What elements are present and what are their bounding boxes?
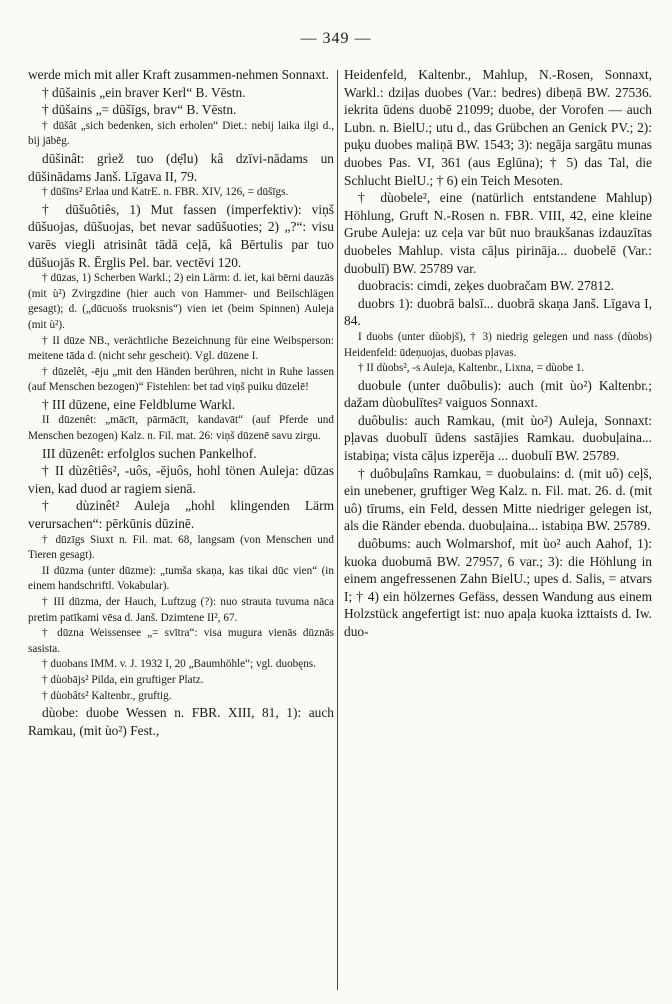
dictionary-entry: duobrs 1): duobrā balsī... duobrā skaņa Janš. Līgava I, 84. bbox=[344, 295, 652, 329]
right-column bbox=[344, 66, 652, 641]
dictionary-entry: † dūšât „sich bedenken, sich erholen“ Diet.: nebij laika ilgi d., bij jābēg. bbox=[28, 119, 334, 148]
dictionary-entry: † dùzinêt² Auleja „hohl klingenden Lärm verursachen“: pērkūnis dūzinē. bbox=[28, 498, 334, 532]
dictionary-entry: duôbulis: auch Ramkau, (mit ùo²) Auleja, Sonnaxt: pļavas duobulī ūdens sastājies Ramkau. duobuļaina... istabiņa; vista cāļus izperēja ... duobulī BW. 25789. bbox=[344, 412, 652, 464]
left-column bbox=[28, 66, 334, 739]
dictionary-entry: † dūšīns² Erlaa und KatrE. n. FBR. XIV, 126, = dūšīgs. bbox=[42, 186, 289, 199]
dictionary-entry: werde mich mit aller Kraft zusammen-nehmen Sonnaxt. bbox=[28, 67, 329, 82]
dictionary-entry: † dūzīgs Siuxt n. Fil. mat. 68, langsam (von Menschen und Tieren gesagt). bbox=[28, 533, 334, 562]
dictionary-entry: † dūšains „= dūšīgs, brav“ B. Vēstn. bbox=[42, 102, 237, 118]
dictionary-entry: duobracis: cimdi, zeķes duobračam BW. 27812. bbox=[358, 278, 615, 294]
dictionary-entry: II dūzenêt: „mācīt, pārmācīt, kandavāt“ (auf Pferde und Menschen bezogen) Kalz. n. Fil. mat. 26: viņš dūzenē savu zirgu. bbox=[28, 414, 334, 443]
dictionary-entry: † dūšainis „ein braver Kerl“ B. Vēstn. bbox=[42, 84, 246, 100]
dictionary-entry: † dùobājs² Pilda, ein gruftiger Platz. bbox=[42, 673, 204, 686]
dictionary-entry: † II dùzêtiês², -uôs, -ējuôs, hohl tönen Auleja: dūzas vien, kad duod ar ragiem sienā. bbox=[28, 463, 334, 496]
dictionary-entry: duobule (unter duôbulis): auch (mit ùo²) Kaltenbr.; dažam dùobulītes² vaiguos Sonnaxt. bbox=[344, 377, 652, 411]
dictionary-entry: † dūšuôtiês, 1) Mut fassen (imperfektiv): viņš dūšuojas, dūšuojas, bet nevar sadūšuoties; 2) „?“: visu varēs viegli atrisinât tādā ceļā, kâ Bērtulis par tuo dūšuojās R. Ērglis Pel. bar. vectēvi 120. bbox=[28, 201, 334, 270]
dictionary-entry: † duôbuļaîns Ramkau, = duobulains: d. (mit uô) ceļš, ein unebener, gruftiger Weg Kalz. n. Fil. mat. 26. d. (mit uô) tīrums, ein Feld, dessen Mitte niedriger gelegen ist, als die Ränder ebenda. duobuļaina... istabiņa BW. 25789. bbox=[344, 465, 652, 534]
dictionary-entry: † dūzna Weissensee „= svītra“: visa mugura vienās dūznās sasista. bbox=[28, 627, 334, 655]
dictionary-entry: † duobans IMM. v. J. 1932 I, 20 „Baumhöhle“; vgl. duobęns. bbox=[42, 658, 316, 671]
dictionary-entry: † dùobâts² Kaltenbr., gruftig. bbox=[42, 689, 172, 702]
dictionary-entry: II dūzma (unter dūzme): „tumša skaņa, kas tikai dūc vien“ (in einem handschriftl. Vokabular). bbox=[28, 564, 334, 593]
page-number: — 349 — bbox=[300, 30, 372, 47]
dictionary-entry: Heidenfeld, Kaltenbr., Mahlup, N.-Rosen, Sonnaxt, Warkl.: dziļas duobes (Var.: bedres) dibeņā BW. 27536. iekrita ūdens duobē 21099; duobe, der Vorofen — auch Lubn. n. BielU.; utu d., das Grübchen an Genick PV.; 2): puķu duobes maliņā BW. 1543; 3): negāja sargātu munas duobes Pas. VI, 361 (aus Eglūna); † 5) das Tal, die Schlucht BielU.; † 6) ein Teich Mesoten. bbox=[344, 67, 652, 188]
dictionary-entry: † dùobele², eine (natürlich entstandene Mahlup) Höhlung, Gruft N.-Rosen n. FBR. VIII, 42, eine kleine Grube Auleja: uz ceļa var būt nuo braukšanas izdauzītas duobeles Mahlup. vista cāļus pirināja... duobelē (Var.: duobulī) BW. 25789 var. bbox=[344, 190, 652, 276]
dictionary-entry: † II dùobs², -s Auleja, Kaltenbr., Lixna, = dùobe 1. bbox=[358, 362, 585, 375]
dictionary-entry: dūšinât: grìež tuo (dẹ̄lu) kâ dzīvi-nādams un dūšinādams Janš. Līgava II, 79. bbox=[28, 150, 334, 184]
dictionary-entry: I duobs (unter dùobjš), † 3) niedrig gelegen und nass (dùobs) Heidenfeld: ūdeņuojas, duobas pļavas. bbox=[344, 330, 652, 359]
dictionary-entry: III dūzenêt: erfolglos suchen Pankelhof. bbox=[42, 445, 257, 461]
column-divider bbox=[337, 70, 338, 990]
dictionary-entry: † dūzelêt, -ēju „mit den Händen berühren, nicht in Ruhe lassen (auf Menschen bezogen)“ Fistehlen: bet tad viņš puiku dūzelē! bbox=[28, 365, 334, 394]
dictionary-entry: † II dūze NB., verächtliche Bezeichnung für eine Weibsperson: meitene tāda d. (nicht sehr gescheit). Vgl. dūzene I. bbox=[28, 334, 334, 363]
dictionary-entry: † III dūzene, eine Feldblume Warkl. bbox=[42, 396, 236, 412]
dictionary-entry: † dūzas, 1) Scherben Warkl.; 2) ein Lärm: d. iet, kai bērni dauzās (mit ù²) Zvirgzdine (hier auch von Hammer- und Beilschlägen gesagt); d. („dūcuošs truoksnis“) vien iet (beim Spinnen) Auleja (mit ù²). bbox=[28, 272, 334, 331]
dictionary-entry: † III dūzma, der Hauch, Luftzug (?): nuo strauta tuvuma nāca pretim patīkami vēsa d. Janš. Dzimtene II², 67. bbox=[28, 596, 334, 624]
dictionary-entry: duôbums: auch Wolmarshof, mit ùo² auch Aahof, 1): kuoka duobumā BW. 27957, 6 var.; 3): die Höhlung in einem angefressenen Zahn BielU.; upes d. Salis, = atvars I; † 4) ein hölzernes Gefäss, dessen Wandung aus einem Holzstück angefertigt ist: nuo apaļa kuoka izttaists d. Iw. duo- bbox=[344, 536, 652, 639]
dictionary-entry: dùobe: duobe Wessen n. FBR. XIII, 81, 1): auch Ramkau, (mit ùo²) Fest., bbox=[28, 705, 334, 738]
